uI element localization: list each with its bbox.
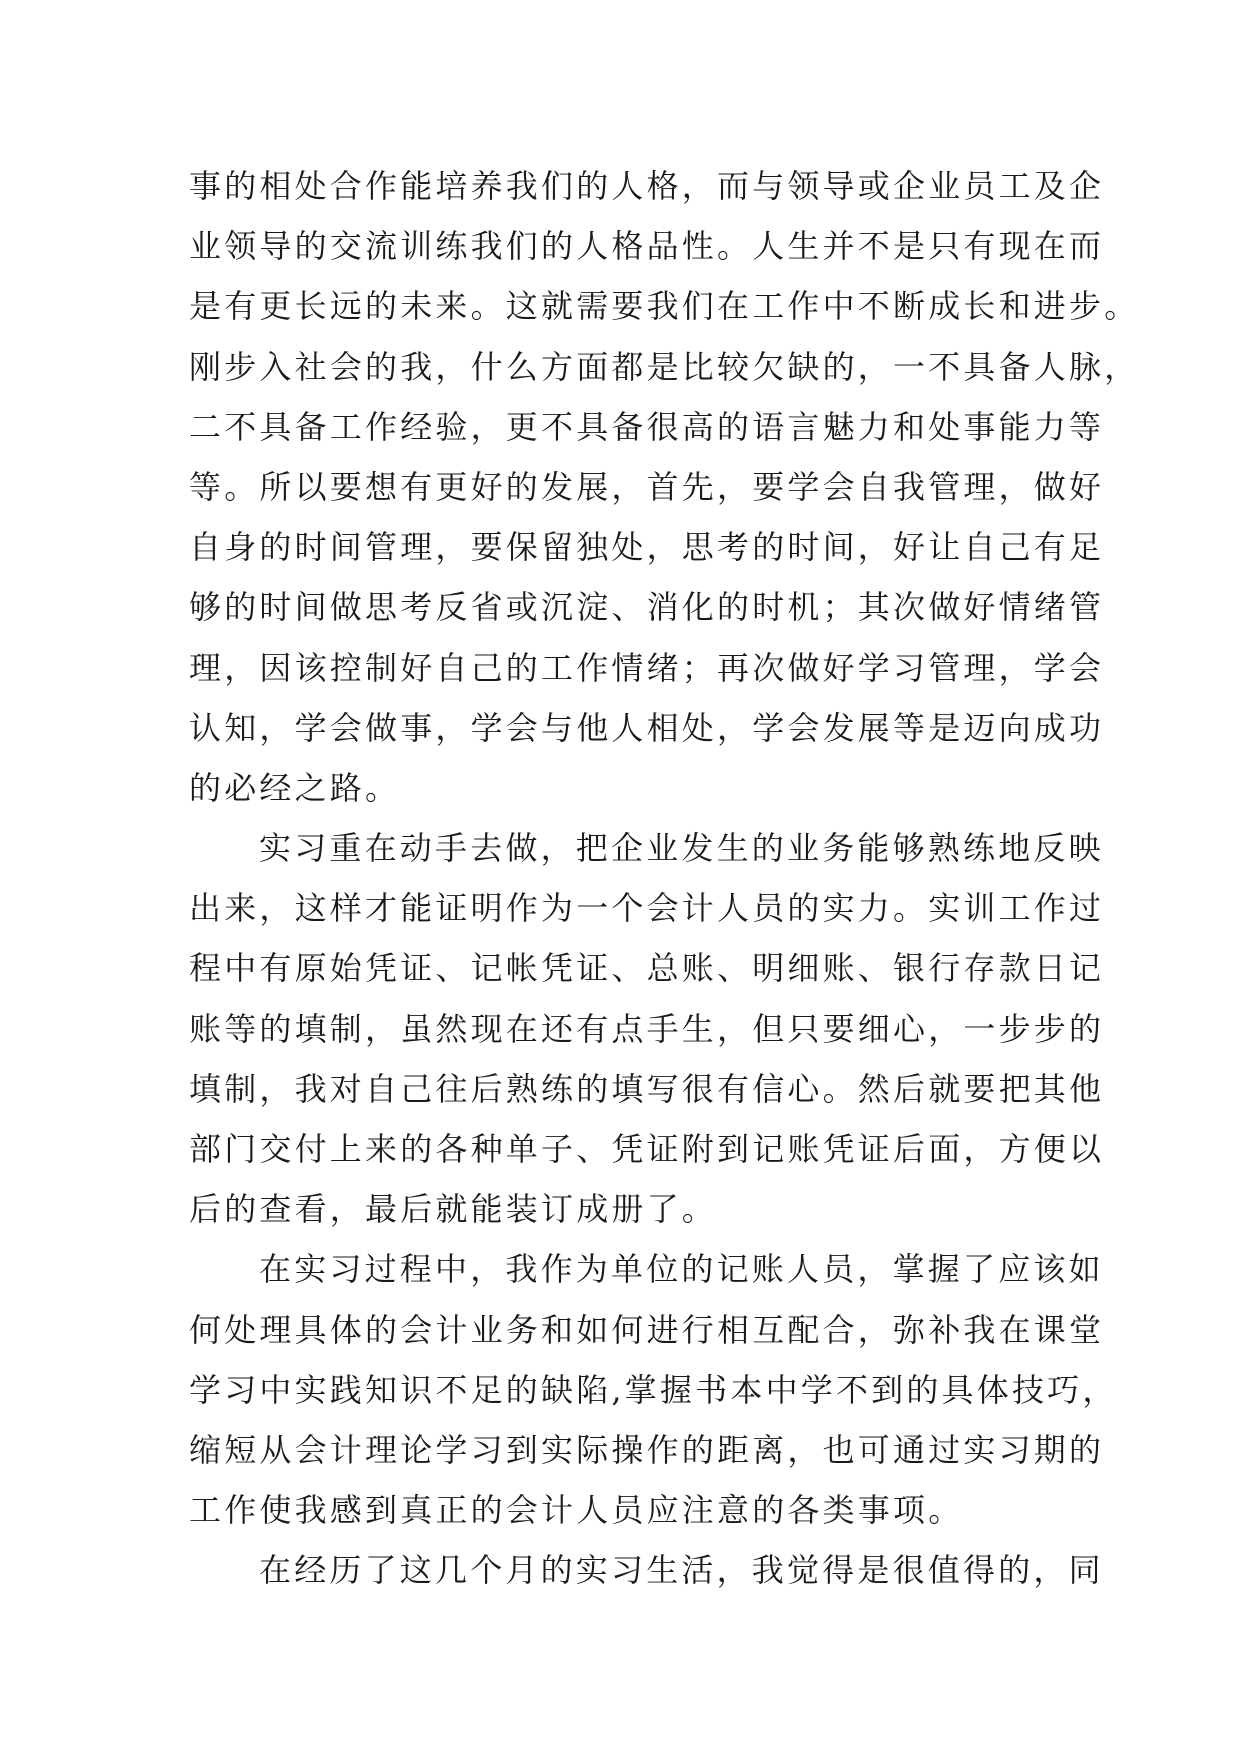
text-line: 等。所以要想有更好的发展，首先，要学会自我管理，做好 [189,467,1105,506]
text-line: 缩短从会计理论学习到实际操作的距离，也可通过实习期的 [189,1430,1105,1469]
paragraph-first-line: 实习重在动手去做，把企业发生的业务能够熟练地反映 [259,829,1104,868]
paragraph-first-line: 在经历了这几个月的实习生活，我觉得是很值得的，同 [259,1551,1104,1590]
text-line: 出来，这样才能证明作为一个会计人员的实力。实训工作过 [189,889,1105,928]
text-line: 理，因该控制好自己的工作情绪；再次做好学习管理，学会 [189,648,1105,687]
text-line: 自身的时间管理，要保留独处，思考的时间，好让自己有足 [189,528,1105,567]
text-line: 业领导的交流训练我们的人格品性。人生并不是只有现在而 [189,227,1105,266]
text-line: 账等的填制，虽然现在还有点手生，但只要细心，一步步的 [189,1009,1105,1048]
text-line: 够的时间做思考反省或沉淀、消化的时机；其次做好情绪管 [189,588,1105,627]
paragraph-first-line: 在实习过程中，我作为单位的记账人员，掌握了应该如 [259,1250,1104,1289]
text-line: 部门交付上来的各种单子、凭证附到记账凭证后面，方便以 [189,1130,1105,1168]
text-line: 程中有原始凭证、记帐凭证、总账、明细账、银行存款日记 [189,949,1105,988]
text-line: 认知，学会做事，学会与他人相处，学会发展等是迈向成功 [189,708,1105,747]
text-line: 是有更长远的未来。这就需要我们在工作中不断成长和进步。 [189,287,1140,326]
text-line: 的必经之路。 [189,768,401,807]
text-line: 填制，我对自己往后熟练的填写很有信心。然后就要把其他 [189,1069,1105,1108]
document-body [189,156,1140,1601]
text-line: 何处理具体的会计业务和如何进行相互配合，弥补我在课堂 [189,1310,1105,1349]
text-line: 后的查看，最后就能装订成册了。 [189,1190,718,1229]
text-line: 工作使我感到真正的会计人员应注意的各类事项。 [189,1491,964,1530]
text-line: 刚步入社会的我，什么方面都是比较欠缺的，一不具备人脉， [189,347,1140,386]
text-line: 事的相处合作能培养我们的人格，而与领导或企业员工及企 [189,167,1105,205]
text-line: 学习中实践知识不足的缺陷,掌握书本中学不到的具体技巧， [189,1370,1118,1409]
text-line: 二不具备工作经验，更不具备很高的语言魅力和处事能力等 [189,407,1105,446]
